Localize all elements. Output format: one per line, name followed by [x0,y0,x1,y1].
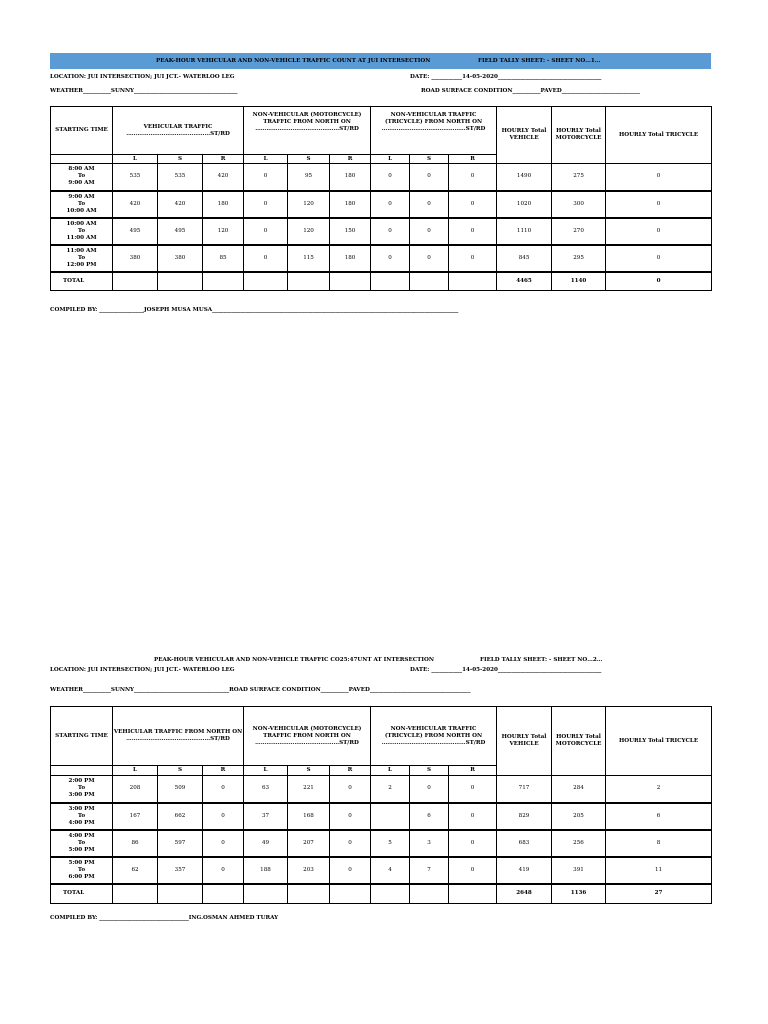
sheet2-sheet-number: FIELD TALLY SHEET: - SHEET NO…2… [480,657,603,663]
count-cell: 63 [244,776,288,803]
count-cell: 270 [552,218,606,245]
count-cell: 62 [113,857,158,884]
time-part: 5:00 PM [68,859,95,866]
time-part: 2:00 PM [68,778,95,785]
count-cell: 420 [158,191,203,218]
total-blank-cell [330,884,371,904]
count-cell: 120 [288,218,330,245]
time-part: To [77,839,86,846]
tally-sheet-2 [50,655,711,935]
count-cell: 0 [449,245,497,272]
table-row [51,218,712,245]
total-blank-cell [244,884,288,904]
count-cell: 7 [410,857,449,884]
count-cell: 0 [330,857,371,884]
count-cell: 0 [244,164,288,191]
count-cell: 4 [371,857,410,884]
time-part: 9:00 AM [68,180,95,187]
time-part: 11:00 AM [66,247,97,254]
count-cell: 0 [449,803,497,830]
total-value: 1136 [552,884,606,904]
count-cell: 0 [449,164,497,191]
table-row [51,857,712,884]
col-r: R [449,155,497,164]
sheet1-tally-table [50,106,712,291]
col-hourly-motorcycle: HOURLY Total MOTORCYCLE [552,107,606,164]
count-cell: 86 [113,830,158,857]
col-tricycle-traffic [371,707,497,766]
col-l: L [371,155,410,164]
count-cell: 380 [158,245,203,272]
count-cell: 0 [410,191,449,218]
count-cell: 120 [288,191,330,218]
sheet2-date: DATE: ___________14-05-2020_____________________________________ [410,667,602,673]
totals-row [51,884,712,904]
total-value: 2648 [497,884,552,904]
count-cell: 419 [497,857,552,884]
col-s: S [288,766,330,776]
count-cell: 0 [330,776,371,803]
count-cell: 0 [410,245,449,272]
count-cell: 300 [552,191,606,218]
count-cell: 0 [203,830,244,857]
sheet1-banner [50,53,711,69]
table-row [51,803,712,830]
count-cell: 167 [113,803,158,830]
count-cell: 0 [449,191,497,218]
total-blank-cell [158,272,203,291]
time-part: 6:00 PM [68,873,95,880]
sheet1-location: LOCATION: JUI INTERSECTION; JUI JCT.- WATERLOO LEG [50,74,235,80]
total-blank-cell [203,272,244,291]
time-period [51,803,113,830]
count-cell: 420 [203,164,244,191]
count-cell: 49 [244,830,288,857]
total-blank-cell [410,272,449,291]
col-hourly-vehicle: HOURLY Total VEHICLE [497,707,552,776]
col-hourly-vehicle: HOURLY Total VEHICLE [497,107,552,164]
col-r: R [203,155,244,164]
col-s: S [158,766,203,776]
tricycle-heading: NON-VEHICULAR TRAFFIC (TRICYCLE) FROM NORTH ON [384,112,483,125]
count-cell: 0 [410,218,449,245]
table-row [51,830,712,857]
count-cell: 0 [410,164,449,191]
col-vehicular-traffic [113,107,244,155]
total-value: 27 [606,884,712,904]
vehicular-subheading: ………………………………………ST/RD [126,130,230,137]
count-cell: 683 [497,830,552,857]
col-l: L [113,766,158,776]
sheet1-date: DATE: ___________14-05-2020_____________________________________ [410,74,602,80]
count-cell: 180 [330,164,371,191]
col-l: L [113,155,158,164]
count-cell: 1490 [497,164,552,191]
time-part: 5:00 PM [68,846,95,853]
vehicular-subheading: ………………………………………ST/RD [126,736,230,742]
time-period [51,245,113,272]
time-period [51,218,113,245]
table-row [51,245,712,272]
time-period [51,776,113,803]
count-cell: 0 [449,776,497,803]
count-cell: 495 [158,218,203,245]
total-blank-cell [371,272,410,291]
tricycle-subheading: ………………………………………ST/RD [381,126,486,132]
time-part: 3:00 PM [68,792,95,799]
count-cell: 207 [288,830,330,857]
col-motorcycle-traffic [244,107,371,155]
count-cell: 180 [330,245,371,272]
time-period [51,191,113,218]
tricycle-heading: NON-VEHICULAR TRAFFIC (TRICYCLE) FROM NORTH ON [384,725,483,739]
total-label: TOTAL [51,884,113,904]
count-cell: 845 [497,245,552,272]
time-part: To [77,866,86,873]
count-cell: 495 [113,218,158,245]
time-part: 3:00 PM [68,805,95,812]
col-r: R [203,766,244,776]
time-part: 10:00 AM [66,220,97,227]
time-part: 12:00 PM [66,261,97,268]
total-blank-cell [288,884,330,904]
time-part: 11:00 AM [66,234,97,241]
sheet1-sheet-number: FIELD TALLY SHEET: - SHEET NO…1… [478,58,601,64]
col-hourly-tricycle: HOURLY Total TRICYCLE [606,707,712,776]
total-blank-cell [113,884,158,904]
time-period [51,164,113,191]
count-cell: 0 [244,191,288,218]
col-r: R [449,766,497,776]
time-period [51,857,113,884]
sheet1-title: PEAK-HOUR VEHICULAR AND NON-VEHICLE TRAFFIC COUNT AT JUI INTERSECTION [156,58,431,64]
col-starting-time: STARTING TIME [51,107,113,155]
count-cell: 380 [113,245,158,272]
total-value: 4465 [497,272,552,291]
count-cell: 0 [410,776,449,803]
time-part: To [77,785,86,792]
count-cell: 180 [330,191,371,218]
total-blank-cell [113,272,158,291]
time-part: To [77,200,86,207]
time-part: To [77,227,86,234]
col-s: S [410,766,449,776]
count-cell: 221 [288,776,330,803]
col-r: R [330,155,371,164]
count-cell: 256 [552,830,606,857]
count-cell [371,803,410,830]
col-hourly-tricycle: HOURLY Total TRICYCLE [606,107,712,164]
col-starting-time: STARTING TIME [51,707,113,766]
count-cell: 0 [606,245,712,272]
count-cell: 0 [449,218,497,245]
sheet1-road-surface: ROAD SURFACE CONDITION__________PAVED____________________________ [421,88,641,94]
count-cell: 11 [606,857,712,884]
totals-row [51,272,712,291]
count-cell: 188 [244,857,288,884]
count-cell: 0 [371,245,410,272]
count-cell: 8 [606,830,712,857]
col-motorcycle-traffic [244,707,371,766]
sheet2-title: PEAK-HOUR VEHICULAR AND NON-VEHICLE TRAFFIC CO25:47UNT AT INTERSECTION [154,657,434,663]
col-l: L [244,155,288,164]
sheet1-weather: WEATHER__________SUNNY_____________________________________ [50,88,238,94]
col-l: L [371,766,410,776]
count-cell: 180 [203,191,244,218]
count-cell: 0 [606,191,712,218]
count-cell: 1110 [497,218,552,245]
col-tricycle-traffic [371,107,497,155]
sheet2-compiled-by: COMPILED BY: ________________________________ING.OSMAN AHMED TURAY [50,915,279,921]
count-cell: 168 [288,803,330,830]
sheet1-compiled-by: COMPILED BY: ________________JOSEPH MUSA MUSA________________________________________________________________________________________ [50,307,459,313]
count-cell: 0 [606,164,712,191]
motorcycle-subheading: ………………………………………ST/RD [255,126,359,132]
col-r: R [330,766,371,776]
count-cell: 0 [371,191,410,218]
count-cell: 535 [158,164,203,191]
time-part: To [77,812,86,819]
count-cell: 295 [552,245,606,272]
count-cell: 0 [371,218,410,245]
time-part: 4:00 PM [68,819,95,826]
col-l: L [244,766,288,776]
count-cell: 0 [449,857,497,884]
count-cell: 829 [497,803,552,830]
table-row [51,191,712,218]
count-cell: 5 [371,830,410,857]
time-part: 10:00 AM [66,207,97,214]
count-cell: 0 [203,857,244,884]
count-cell: 0 [449,830,497,857]
sheet2-tally-table [50,706,712,904]
count-cell: 85 [203,245,244,272]
count-cell: 150 [330,218,371,245]
time-part: 9:00 AM [68,193,95,200]
sheet2-weather-road: WEATHER__________SUNNY__________________________________ROAD SURFACE CONDITION__________PAVED____________________________________ [50,687,471,693]
motorcycle-heading: NON-VEHICULAR (MOTORCYCLE) TRAFFIC FROM NORTH ON [252,112,362,125]
total-value: 1140 [552,272,606,291]
count-cell: 0 [371,164,410,191]
count-cell: 2 [606,776,712,803]
table-row [51,776,712,803]
count-cell: 0 [606,218,712,245]
time-period [51,830,113,857]
tally-sheet-1 [50,53,711,323]
count-cell: 0 [203,803,244,830]
count-cell: 662 [158,803,203,830]
time-part: To [77,254,86,261]
motorcycle-heading: NON-VEHICULAR (MOTORCYCLE) TRAFFIC FROM NORTH ON [252,725,362,739]
count-cell: 420 [113,191,158,218]
count-cell: 115 [288,245,330,272]
tricycle-subheading: ………………………………………ST/RD [381,739,486,746]
time-part: To [77,173,86,180]
total-blank-cell [288,272,330,291]
count-cell: 0 [244,218,288,245]
count-cell: 357 [158,857,203,884]
sheet2-location: LOCATION: JUI INTERSECTION; JUI JCT.- WATERLOO LEG [50,667,235,673]
total-blank-cell [203,884,244,904]
count-cell: 0 [244,245,288,272]
count-cell: 1020 [497,191,552,218]
table-row [51,164,712,191]
count-cell: 597 [158,830,203,857]
total-label: TOTAL [51,272,113,291]
time-part: 4:00 PM [68,832,95,839]
col-s: S [288,155,330,164]
count-cell: 203 [288,857,330,884]
total-blank-cell [330,272,371,291]
count-cell: 95 [288,164,330,191]
count-cell: 535 [113,164,158,191]
count-cell: 6 [606,803,712,830]
col-vehicular-traffic [113,707,244,766]
vehicular-heading: VEHICULAR TRAFFIC [143,123,213,130]
count-cell: 509 [158,776,203,803]
total-blank-cell [449,884,497,904]
col-hourly-motorcycle: HOURLY Total MOTORCYCLE [552,707,606,776]
count-cell: 208 [113,776,158,803]
count-cell: 284 [552,776,606,803]
count-cell: 3 [410,830,449,857]
count-cell: 0 [330,803,371,830]
count-cell: 205 [552,803,606,830]
count-cell: 275 [552,164,606,191]
lsr-blank [51,766,113,776]
count-cell: 37 [244,803,288,830]
time-part: 8:00 AM [68,166,95,173]
count-cell: 120 [203,218,244,245]
count-cell: 717 [497,776,552,803]
count-cell: 391 [552,857,606,884]
total-blank-cell [410,884,449,904]
motorcycle-subheading: ………………………………………ST/RD [255,739,359,746]
count-cell: 0 [330,830,371,857]
vehicular-heading: VEHICULAR TRAFFIC FROM NORTH ON [113,729,243,735]
total-blank-cell [449,272,497,291]
count-cell: 6 [410,803,449,830]
count-cell: 2 [371,776,410,803]
total-blank-cell [371,884,410,904]
lsr-blank [51,155,113,164]
col-s: S [410,155,449,164]
col-s: S [158,155,203,164]
total-blank-cell [158,884,203,904]
count-cell: 0 [203,776,244,803]
total-value: 0 [606,272,712,291]
total-blank-cell [244,272,288,291]
